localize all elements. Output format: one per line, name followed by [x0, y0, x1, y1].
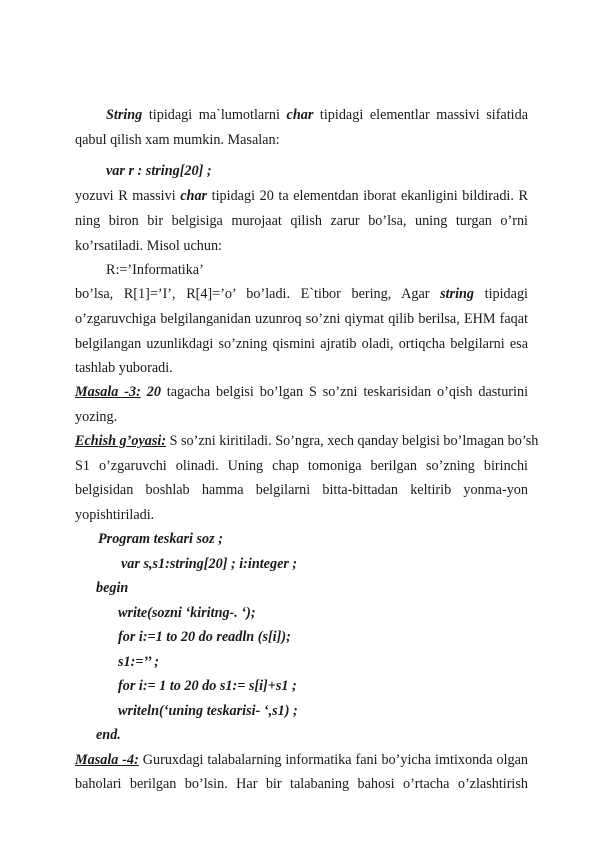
text-line — [75, 188, 528, 204]
text-line — [75, 409, 528, 425]
text-line — [75, 336, 528, 352]
code-line — [118, 654, 571, 670]
text-line — [75, 458, 528, 474]
text-run: ko’rsatiladi. Misol uchun: — [75, 238, 222, 255]
text-line — [106, 262, 559, 278]
text-line — [75, 238, 528, 254]
text-run: yozuvi R massivi — [75, 188, 181, 205]
emphasis-run: end. — [96, 727, 121, 744]
text-run: R:=’Informatika’ — [106, 262, 204, 279]
text-line — [75, 433, 539, 450]
text-line — [75, 776, 528, 792]
text-run: tipidagi elementlar massivi sifatida — [313, 107, 528, 124]
text-run: Guruxdagi talabalarning informatika fani bo’yicha imtixonda olgan — [138, 752, 529, 769]
text-run: belgilangan uzunlikdagi so’zning qismini ajratib oladi, ortiqcha belgilarni esa — [75, 336, 528, 353]
text-line — [75, 482, 528, 498]
code-line — [118, 703, 571, 719]
emphasis-run: Program teskari soz ; — [98, 531, 223, 548]
text-line — [75, 360, 528, 376]
text-run: belgisidan boshlab hamma belgilarni bitta-bittadan keltirib yonma-yon — [75, 482, 528, 499]
emphasis-run: for i:=1 to 20 do readln (s[i]); — [118, 629, 291, 646]
text-run: tipidagi 20 ta elementdan iborat ekanligini bildiradi. R — [207, 188, 528, 205]
text-run: ning biron bir belgisiga murojaat qilish zarur bo’lsa, uning turgan o’rni — [75, 213, 528, 230]
emphasis-run: 20 — [146, 384, 161, 401]
code-line — [118, 605, 571, 621]
emphasis-run: var s,s1:string[20] ; i:integer ; — [121, 556, 298, 573]
text-run: tashlab yuboradi. — [75, 360, 173, 377]
emphasis-run: var r : string[20] ; — [106, 163, 212, 180]
text-line — [106, 163, 559, 179]
text-line — [75, 213, 528, 229]
text-run: o’zgaruvchiga belgilanganidan uzunroq so’zni qiymat qilib berilsa, EHM faqat — [75, 311, 528, 328]
code-line — [118, 629, 571, 645]
emphasis-run: string — [440, 286, 475, 303]
text-line — [75, 384, 528, 400]
code-line — [96, 727, 549, 743]
text-run: yozing. — [75, 409, 118, 426]
emphasis-run: begin — [96, 580, 129, 597]
heading-label: Masala -3: — [75, 384, 141, 401]
text-run: qabul qilish xam mumkin. Masalan: — [75, 132, 280, 149]
emphasis-run: s1:=’’ ; — [118, 654, 160, 671]
text-line — [75, 132, 528, 148]
text-run: tipidagi ma`lumotlarni — [142, 107, 287, 124]
text-line — [75, 752, 528, 768]
text-line — [75, 311, 528, 327]
emphasis-run: char — [180, 188, 208, 205]
text-run: yopishtiriladi. — [75, 507, 155, 524]
emphasis-run: char — [286, 107, 314, 124]
heading-label: Masala -4: — [75, 752, 139, 769]
heading-label: Echish g’oyasi: — [75, 433, 167, 450]
text-run: tipidagi — [474, 286, 528, 303]
text-line — [75, 286, 528, 302]
code-line — [121, 556, 574, 572]
emphasis-run: for i:= 1 to 20 do s1:= s[i]+s1 ; — [118, 678, 297, 695]
code-line — [96, 580, 549, 596]
text-run: bo’lsa, R[1]=’I’, R[4]=’o’ bo’ladi. E`tibor bering, Agar — [75, 286, 441, 303]
code-line — [118, 678, 571, 694]
text-run: S so’zni kiritiladi. So’ngra, xech qanday belgisi bo’lmagan bo’sh — [166, 433, 539, 450]
text-run: baholari berilgan bo’lsin. Har bir talabaning bahosi o’rtacha o’zlashtirish — [75, 776, 528, 793]
text-run: S1 o’zgaruvchi olinadi. Uning chap tomoniga berilgan so’zning birinchi — [75, 458, 528, 475]
emphasis-run: String — [106, 107, 143, 124]
code-line — [98, 531, 551, 547]
text-run: tagacha belgisi bo’lgan S so’zni teskarisidan o’qish dasturini — [160, 384, 529, 401]
text-line — [106, 107, 528, 123]
text-line — [75, 507, 528, 523]
emphasis-run: write(sozni ‘kiritng-. ‘); — [118, 605, 256, 622]
emphasis-run: writeln(‘uning teskarisi- ‘,s1) ; — [118, 703, 298, 720]
